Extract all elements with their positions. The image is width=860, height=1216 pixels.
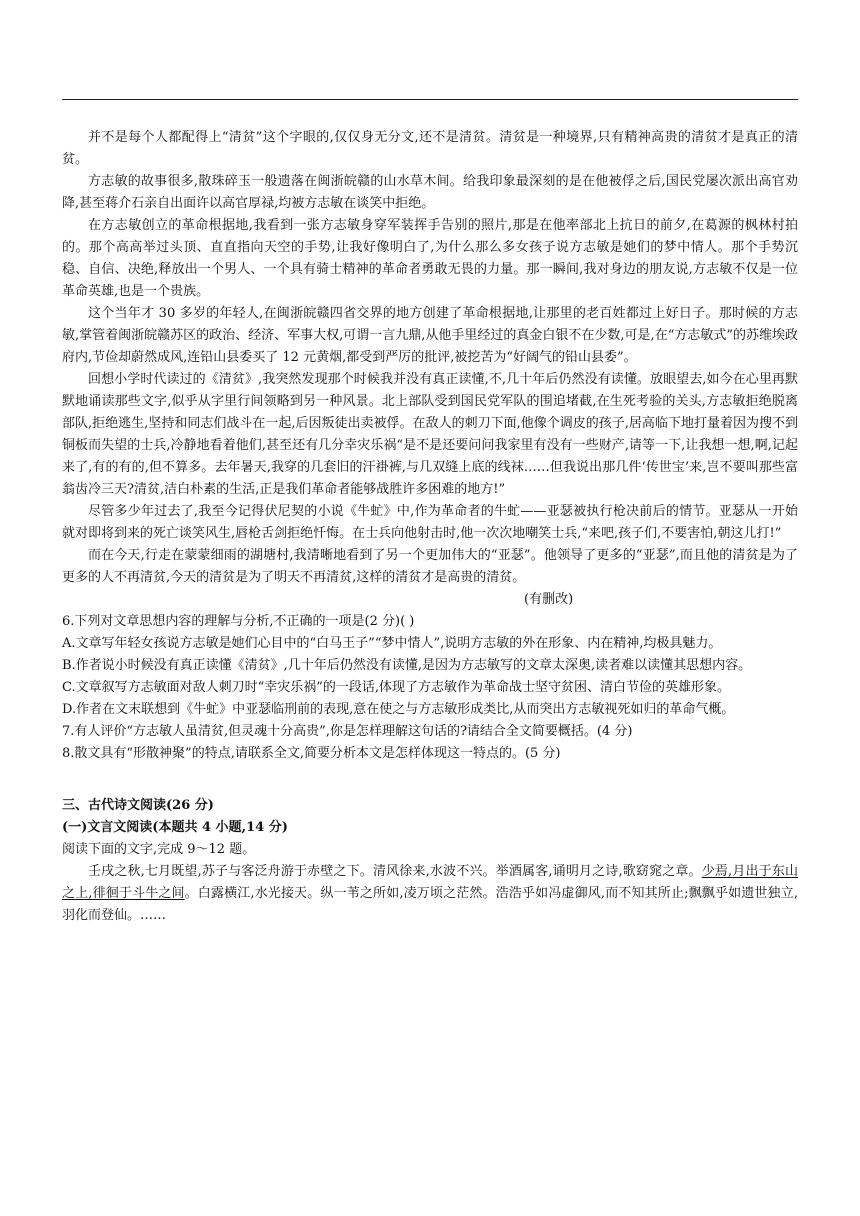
passage-paragraph-7: 而在今天,行走在蒙蒙细雨的湖塘村,我清晰地看到了另一个更加伟大的“亚瑟”。他领导了更多的“亚瑟”,而且他的清贫是为了更多的人不再清贫,今天的清贫是为了明天不再清贫,这样的清贫才是高贵的清贫。 xyxy=(62,548,798,585)
question-6-option-a: A.文章写年轻女孩说方志敏是她们心目中的“白马王子”“梦中情人”,说明方志敏的外在形象、内在精神,均极具魅力。 xyxy=(62,636,722,651)
classical-text-part-2: 。白露横江,水光接天。纵一苇之所如,凌万顷之茫然。浩浩乎如冯虚御风,而不知其所止;飘飘乎如遗世独立,羽化而登仙。…… xyxy=(62,886,798,923)
underlined-sentence: 少焉,月出于东山之上,徘徊于斗牛之间 xyxy=(62,864,798,901)
passage-paragraph-1: 并不是每个人都配得上“清贫”这个字眼的,仅仅身无分文,还不是清贫。清贫是一种境界,只有精神高贵的清贫才是真正的清贫。 xyxy=(62,130,798,167)
passage-paragraph-2: 方志敏的故事很多,散珠碎玉一般遗落在闽浙皖赣的山水草木间。给我印象最深刻的是在他被俘之后,国民党屡次派出高官劝降,甚至蒋介石亲自出面许以高官厚禄,均被方志敏在谈笑中拒绝。 xyxy=(62,174,798,211)
question-7: 7.有人评价“方志敏人虽清贫,但灵魂十分高贵”,你是怎样理解这句话的?请结合全文简要概括。(4 分) xyxy=(62,724,633,739)
header-rule xyxy=(62,99,798,100)
passage-paragraph-6: 尽管多少年过去了,我至今记得伏尼契的小说《牛虻》中,作为革命者的牛虻——亚瑟被执行枪决前后的情节。亚瑟从一开始就对即将到来的死亡谈笑风生,唇枪舌剑拒绝忏悔。在士兵向他射击时,他一次次地嘲笑士兵,“来吧,孩子们,不要害怕,朝这儿打!” xyxy=(62,504,798,541)
passage-paragraph-5: 回想小学时代读过的《清贫》,我突然发现那个时候我并没有真正读懂,不,几十年后仍然没有读懂。放眼望去,如今在心里再默默地诵读那些文字,似乎从字里行间领略到另一种风景。北上部队受到国民党军队的围追堵截,在生死考验的关头,方志敏拒绝脱离部队,拒绝逃生,坚持和同志们战斗在一起,后因叛徒出卖被俘。在敌人的刺刀下面,他像个调皮的孩子,居高临下地打量着因为搜不到铜板而失望的士兵,冷静地看着他们,甚至还有几分幸灾乐祸“是不是还要问问我家里有没有一些财产,请等一下,让我想一想,啊,记起来了,有的有的,但不算多。去年暑天,我穿的几套旧的汗褂裤,与几双缝上底的线袜……但我说出那几件‘传世宝’来,岂不要叫那些富翁齿冷三天?清贫,洁白朴素的生活,正是我们革命者能够战胜许多困难的地方!” xyxy=(62,372,798,497)
abridged-note: (有删改) xyxy=(524,592,574,607)
classical-text xyxy=(62,861,798,927)
question-6: 6.下列对文章思想内容的理解与分析,不正确的一项是(2 分)( ) xyxy=(62,614,415,629)
question-8: 8.散文具有“形散神聚”的特点,请联系全文,简要分析本文是怎样体现这一特点的。(5 分) xyxy=(62,746,561,761)
question-6-option-c: C.文章叙写方志敏面对敌人刺刀时“幸灾乐祸”的一段话,体现了方志敏作为革命战士坚守贫困、清白节俭的英雄形象。 xyxy=(62,680,731,695)
page-content xyxy=(62,127,798,927)
section-heading: 三、古代诗文阅读(26 分) xyxy=(62,798,214,813)
subsection-heading: (一)文言文阅读(本题共 4 小题,14 分) xyxy=(62,820,288,835)
question-6-option-b: B.作者说小时候没有真正读懂《清贫》,几十年后仍然没有读懂,是因为方志敏写的文章太深奥,读者难以读懂其思想内容。 xyxy=(62,658,752,673)
classical-text-part-1: 壬戌之秋,七月既望,苏子与客泛舟游于赤壁之下。清风徐来,水波不兴。举酒属客,诵明月之诗,歌窈窕之章。 xyxy=(88,864,702,879)
question-6-option-d: D.作者在文末联想到《牛虻》中亚瑟临刑前的表现,意在使之与方志敏形成类比,从而突出方志敏视死如归的革命气概。 xyxy=(62,702,735,717)
reading-instruction: 阅读下面的文字,完成 9～12 题。 xyxy=(62,842,256,857)
passage-paragraph-3: 在方志敏创立的革命根据地,我看到一张方志敏身穿军装挥手告别的照片,那是在他率部北上抗日的前夕,在葛源的枫林村拍的。那个高高举过头顶、直直指向天空的手势,让我好像明白了,为什么那么多女孩子说方志敏是她们的梦中情人。那个手势沉稳、自信、决绝,释放出一个男人、一个具有骑士精神的革命者勇敢无畏的力量。那一瞬间,我对身边的朋友说,方志敏不仅是一位革命英雄,也是一个贵族。 xyxy=(62,218,798,299)
passage-paragraph-4: 这个当年才 30 多岁的年轻人,在闽浙皖赣四省交界的地方创建了革命根据地,让那里的老百姓都过上好日子。那时候的方志敏,掌管着闽浙皖赣苏区的政治、经济、军事大权,可谓一言九鼎,从他手里经过的真金白银不在少数,可是,在“方志敏式”的苏维埃政府内,节俭却蔚然成风,连铅山县委买了 12 元黄烟,都受到严厉的批评,被挖苦为“好阔气的铅山县委”。 xyxy=(62,306,798,365)
